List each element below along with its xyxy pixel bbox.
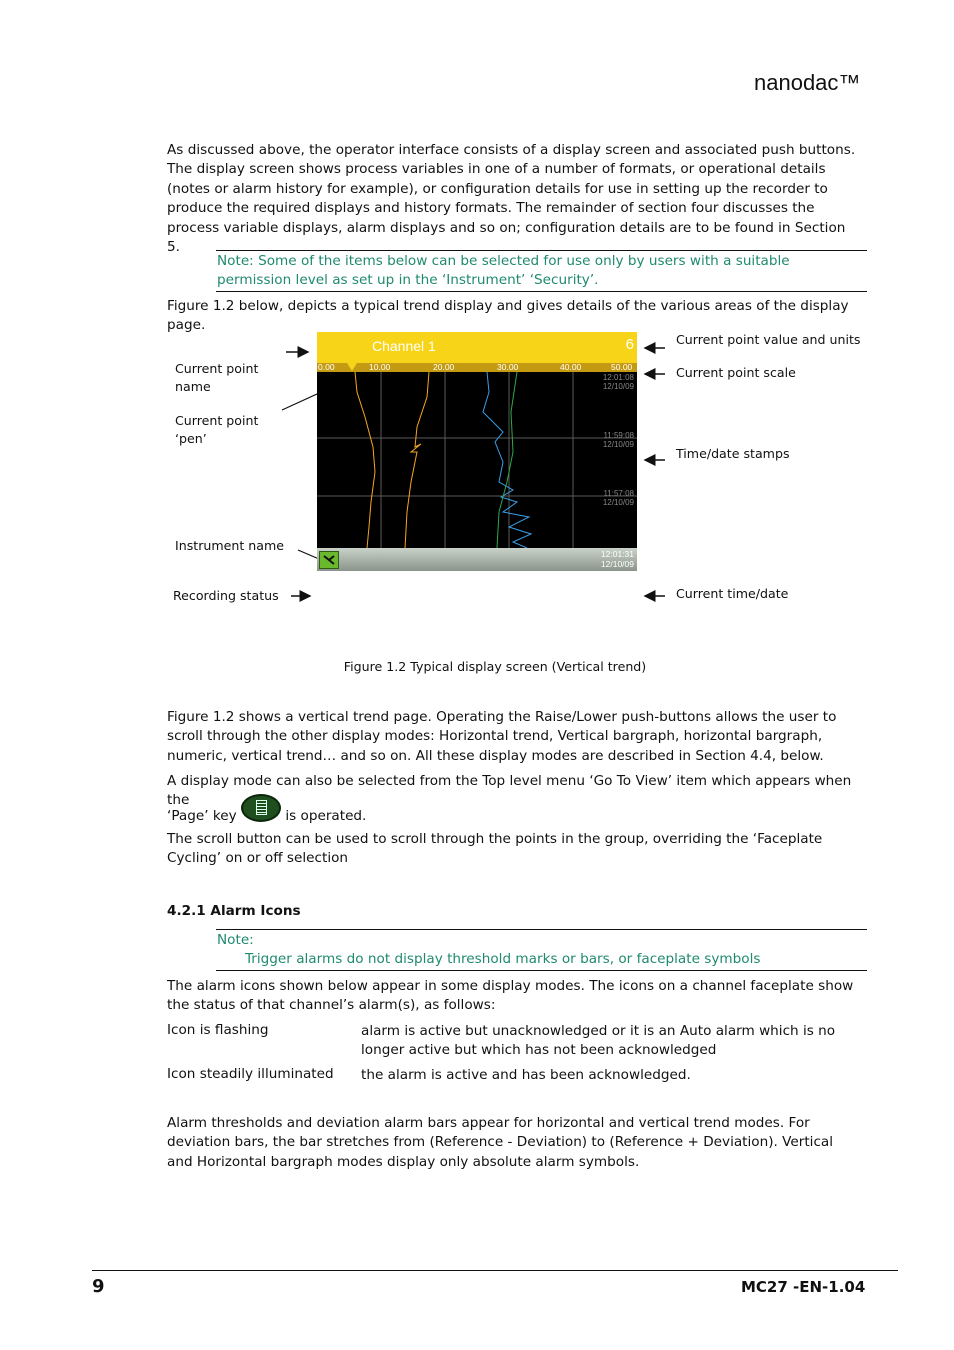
- page-number: 9: [92, 1276, 105, 1297]
- page-key-text-before: ‘Page’ key: [167, 808, 237, 824]
- display-mode-paragraph-line1: A display mode can also be selected from the Top level menu ‘Go To View’ item which appears when the: [167, 773, 852, 809]
- status-bar: [317, 548, 637, 571]
- pen-marker: [347, 363, 357, 372]
- document-id: MC27 -EN-1.04: [741, 1278, 866, 1296]
- callout-current-point-value: Current point value and units: [676, 332, 861, 347]
- scale-tick: 50.00: [611, 362, 633, 372]
- scale-tick: 40.00: [560, 362, 582, 372]
- page-key-icon: [241, 794, 281, 822]
- intro-paragraph: As discussed above, the operator interface consists of a display screen and associated push buttons. The display screen shows process variables in one of a number of formats, or operational details (notes or alarm history for example), or configuration details for use in setting up the recorder to produce the required displays and history formats. The remainder of section four discusses the process variable displays, alarm displays and so on; configuration details are to be found in Section 5.: [167, 142, 856, 256]
- page-key-line: [167, 794, 859, 830]
- point-scale: [317, 363, 637, 372]
- scroll-button-paragraph: The scroll button can be used to scroll through the points in the group, overriding the ‘Faceplate Cycling’ on or off selection: [167, 831, 823, 867]
- scale-tick: 0.00: [318, 362, 335, 372]
- time-stamp: 11:57:08 12/10/09: [602, 489, 634, 507]
- scale-tick: 30.00: [497, 362, 519, 372]
- note-label: Note:: [217, 932, 254, 948]
- trend-display-screen: [317, 332, 637, 571]
- definition-term: Icon steadily illuminated: [167, 1066, 334, 1082]
- pen-trace-green: [497, 372, 517, 548]
- callout-current-point-pen: Current point ‘pen’: [175, 413, 259, 446]
- callout-recording-status: Recording status: [173, 588, 279, 603]
- trend-plot: [317, 372, 637, 548]
- alarm-thresholds-paragraph: Alarm thresholds and deviation alarm bars appear for horizontal and vertical trend modes. For deviation bars, the bar stretches from (Reference - Deviation) to (Reference + Deviation). Vertical and Horizontal bargraph modes display only absolute alarm symbols.: [167, 1115, 834, 1170]
- callout-current-point-scale: Current point scale: [676, 365, 796, 380]
- footer-rule: [92, 1270, 898, 1271]
- pen-trace-blue: [483, 372, 531, 548]
- callout-time-date-stamps: Time/date stamps: [676, 446, 790, 461]
- section-heading: 4.2.1 Alarm Icons: [167, 903, 301, 919]
- trigger-alarm-note: [216, 929, 867, 971]
- permission-note: Note: Some of the items below can be selected for use only by users with a suitable permission level as set up in the ‘Instrument’ ‘Security’.: [216, 250, 867, 292]
- current-time-date: 12:01:31 12/10/09: [600, 549, 634, 569]
- callout-instrument-name: Instrument name: [175, 538, 285, 553]
- note-text: Trigger alarms do not display threshold marks or bars, or faceplate symbols: [245, 951, 761, 968]
- figure-intro: Figure 1.2 below, depicts a typical trend display and gives details of the various areas of the display page.: [167, 298, 849, 334]
- pen-trace-orange-1: [355, 372, 375, 548]
- scale-tick: 20.00: [433, 362, 455, 372]
- vertical-trend-paragraph: Figure 1.2 shows a vertical trend page. Operating the Raise/Lower push-buttons allows the user to scroll through the other display modes: Horizontal trend, Vertical bargraph, horizontal bargraph, numeric, vertical trend… and so on. All these display modes are described in Section 4.4, below.: [167, 709, 837, 764]
- callout-current-point-name: Current point name: [175, 361, 259, 394]
- scale-tick: 10.00: [369, 362, 391, 372]
- time-stamp: 11:59:08 12/10/09: [602, 431, 634, 449]
- pen-trace-orange-2: [405, 372, 429, 548]
- definition-description: alarm is active but unacknowledged or it is an Auto alarm which is no longer active but which has not been acknowledged: [361, 1023, 836, 1059]
- channel-value: 6: [625, 336, 634, 353]
- callout-current-time-date: Current time/date: [676, 586, 789, 601]
- page-key-text-after: is operated.: [285, 808, 367, 824]
- figure-caption: Figure 1.2 Typical display screen (Vertical trend): [343, 659, 647, 674]
- alarm-icons-paragraph: The alarm icons shown below appear in some display modes. The icons on a channel faceplate show the status of that channel’s alarm(s), as follows:: [167, 978, 854, 1014]
- channel-faceplate: [317, 332, 637, 363]
- time-stamp: 12:01:08 12/10/09: [602, 373, 634, 391]
- definition-term: Icon is flashing: [167, 1022, 269, 1038]
- recording-status-icon: [319, 551, 339, 569]
- brand-title: nanodac™: [754, 70, 861, 95]
- definition-description: the alarm is active and has been acknowledged.: [361, 1067, 691, 1083]
- channel-name: Channel 1: [372, 338, 436, 354]
